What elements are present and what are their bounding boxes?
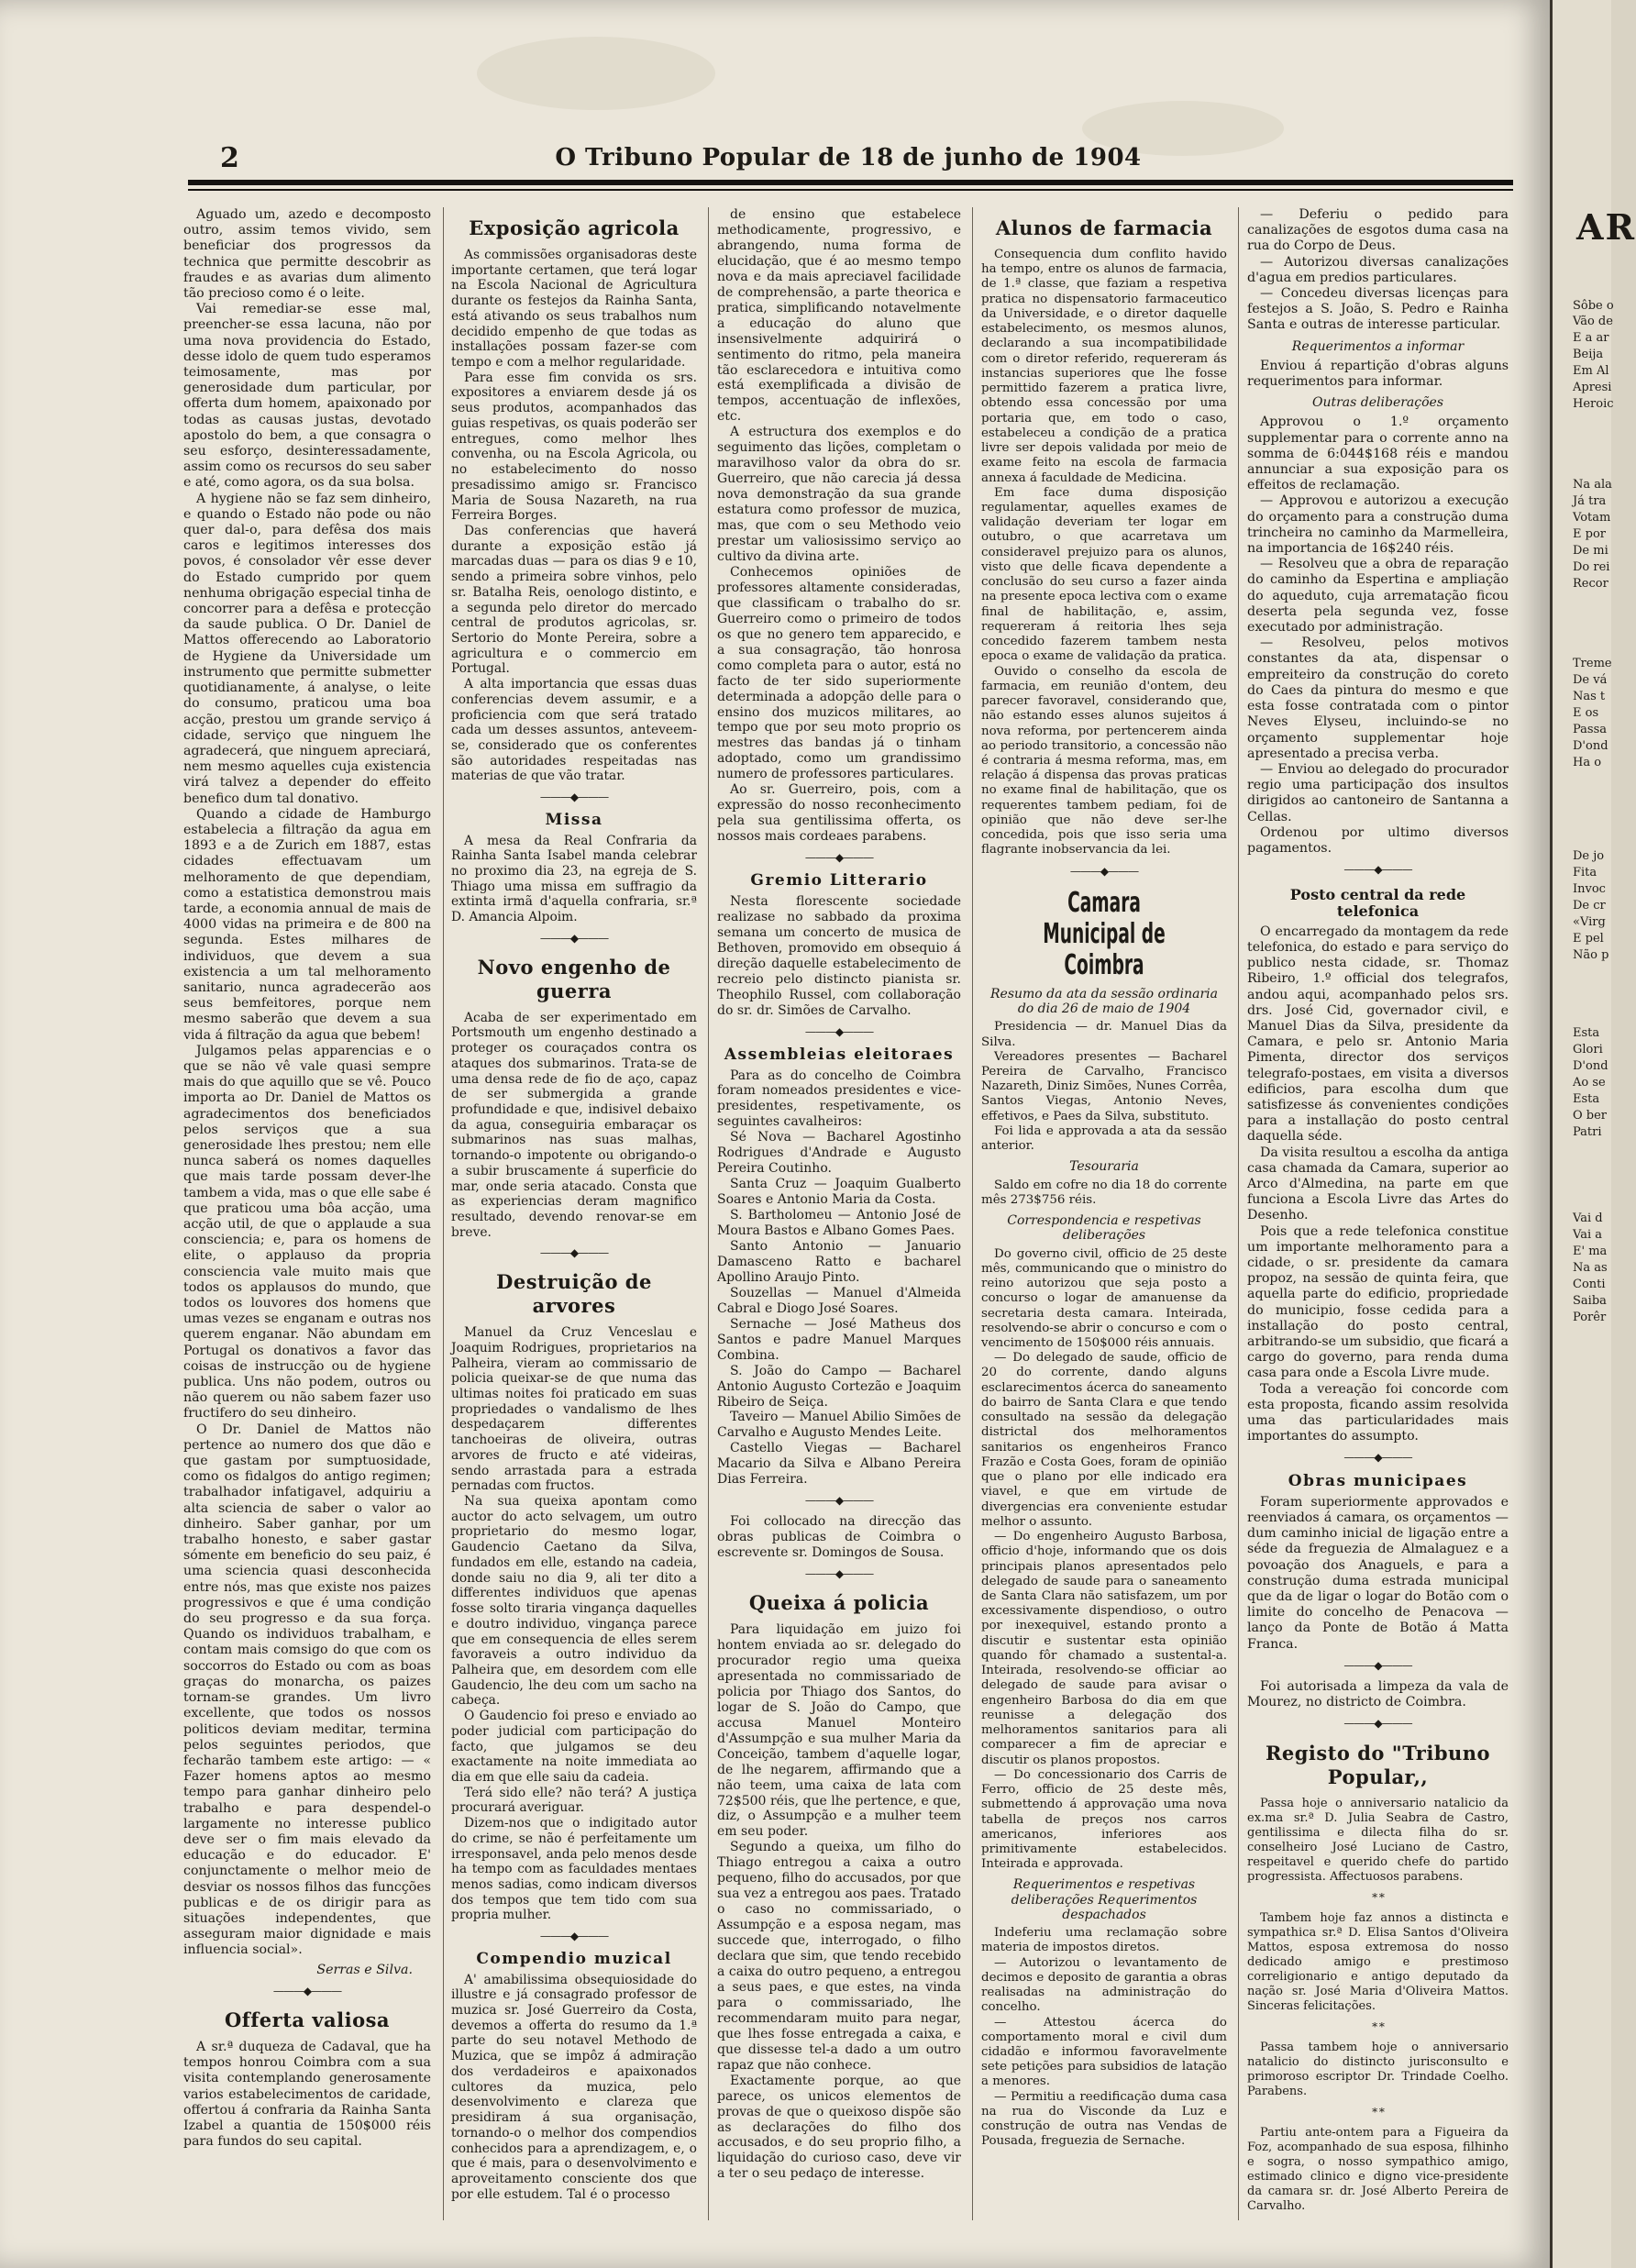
paragraph: As commissões organisadoras deste importante certamen, que terá logar na Escola Nacional de Agricultura durante os festejos da Rainha Santa, está ativando os seus trabalhos num decidido empenho de que todas as installações possam fazer-se com tempo e com a melhor regularidade. xyxy=(451,248,697,371)
paragraph: Ordenou por ultimo diversos pagamentos. xyxy=(1247,824,1509,856)
paragraph: O Dr. Daniel de Mattos não pertence ao numero dos que dão e que gastam por sumptuosidade, como os fidalgos do antigo regimen; trabalhador infatigavel, adquiriu a alta sciencia de saber o valor ao dinheiro. Saber ganhar, por um trabalho honesto, e saber gastar sómente em beneficio do seu paiz, é uma sciencia quasi desconhecida entre nós, mas que existe nos paizes progressivos e que é uma condição do seu progresso e da sua força. Quando os individuos trabalham, e contam mais comsigo do que com os soccorros do Estado ou com as boas graças do monarcha, os paizes tornam-se grandes. Um livro excellente, que todos os nossos politicos deviam meditar, termina pelos seguintes periodos, que fecharão tambem este artigo: — « Fazer homens aptos ao mesmo tempo para ganhar dinheiro pelo trabalho e para despendel-o largamente no interesse publico deve ser o fim mais elevado da educação e do educador. E' conjunctamente o melhor meio de desviar os nossos filhos das funcções publicas e de os dirigir para as situações independentes, que asseguram maior dignidade e mais influencia social». xyxy=(183,1422,431,1958)
adjacent-page-line: Vão de xyxy=(1573,315,1613,328)
article-heading: Alunos de farmacia xyxy=(995,216,1213,239)
separator-ornament: * * xyxy=(1372,2106,1384,2119)
paragraph: A sr.ª duqueza de Cadaval, que ha tempos honrou Coimbra com a sua visita contemplando generosamente varios estabelecimentos de caridade, offertou á confraria da Rainha Santa Izabel a quantia de 150$000 réis para fundos do seu capital. xyxy=(183,2039,431,2150)
article-heading: Posto central da rede telefonica xyxy=(1289,886,1466,920)
column-divider xyxy=(708,207,709,2220)
paragraph: Quando a cidade de Hamburgo estabelecia a filtração da agua em 1893 e a de Zurich em 1887, estas cidades effectuavam um melhoramento de que dependiam, como a estatistica demonstrou mais tarde, a economia annual de mais de 4000 vidas na primeira e de 800 na segunda. Estes milhares de individuos, que devem a sua existencia a um tal melhoramento sanitario, nunca agradecerão aos seus bemfeitores, porque nem mesmo saberão que devem a sua vida á filtração da agua que bebem! xyxy=(183,806,431,1043)
newspaper-title: O Tribuno Popular de 18 de junho de 1904 xyxy=(555,144,1142,171)
adjacent-page-line: Heroic xyxy=(1573,397,1614,411)
header-rule-thin xyxy=(188,189,1513,191)
paragraph: — Autorizou diversas canalizações d'agua em predios particulares. xyxy=(1247,254,1509,285)
column-divider xyxy=(972,207,973,2220)
paragraph: — Enviou ao delegado do procurador regio uma participação dos insultos dirigidos ao cantoneiro de Santanna a Cellas. xyxy=(1247,761,1509,824)
paragraph: A estructura dos exemplos e do seguimento das lições, completam o maravilhoso valor da obra do sr. Guerreiro, que não carecia já dessa nova demonstração da sua grande estatura como professor de muzica, mas, que com o seu Methodo veio prestar um valiosissimo serviço ao cultivo da divina arte. xyxy=(717,425,961,564)
adjacent-page-line: E pel xyxy=(1573,932,1604,946)
adjacent-page-line: Esta xyxy=(1573,1092,1600,1106)
separator-ornament: ———◆——— xyxy=(804,1494,874,1508)
paragraph: Pois que a rede telefonica constitue um importante melhoramento para a cidade, o sr. presidente da camara propoz, na sessão de quinta feira, que aquella parte do edificio, propriedade do municipio, fosse cedida para a installação do posto central, arbitrando-se um subsidio, que ficará a cargo do governo, para renda duma casa para onde a Escola Livre mude. xyxy=(1247,1223,1509,1381)
paragraph: Nesta florescente sociedade realizase no sabbado da proxima semana um concerto de musica de Bethoven, promovido em obsequio á direção daquelle estabelecimento de recreio pelo distincto pianista sr. Theophilo Russel, com collaboração do sr. dr. Simões de Carvalho. xyxy=(717,893,961,1018)
separator-ornament: ———◆——— xyxy=(1343,1451,1412,1465)
paragraph: Toda a vereação foi concorde com esta proposta, ficando assim resolvida uma das particularidades mais importantes do assumpto. xyxy=(1247,1381,1509,1444)
article-heading: Registo do "Tribuno Popular,, xyxy=(1265,1741,1491,1788)
paragraph: Terá sido elle? não terá? A justiça procurará averiguar. xyxy=(451,1785,697,1816)
adjacent-page-edge xyxy=(1550,0,1636,2268)
paragraph: Segundo a queixa, um filho do Thiago entregou a caixa a outro pequeno, filho do accusados, por que sua vez a entregou aos paes. Tratado o caso no commissariado, o Assumpção e a esposa negam, mas succede que, interrogado, o filho declara que sim, que tendo recebido a caixa do outro pequeno, a entregou a seus paes, e que estes, na vinda para o commissariado, lhe recommendaram muito para negar, que lhes fosse entregada a caixa, e que dissesse tel-a dado a um outro rapaz que não conhece. xyxy=(717,1840,961,2073)
article-heading: Compendio muzical xyxy=(476,1949,672,1968)
paragraph: A hygiene não se faz sem dinheiro, e quando o Estado não pode ou não quer dal-o, para defêsa dos mais caros e legitimos interesses dos povos, é consolador vêr esse dever do Estado cumprido por quem nenhuma obrigação especial tinha de concorrer para a defêsa e protecção da saude publica. O Dr. Daniel de Mattos offerecendo ao Laboratorio de Hygiene da Universidade um instrumento que permitte submetter quotidianamente, á analyse, o leite do consumo, praticou uma boa acção, prestou um grande serviço á cidade, serviço que ninguem lhe agradecerá, que ninguem apreciará, nem mesmo aquelles cuja existencia virá talvez a depender do effeito benefico dum tal donativo. xyxy=(183,491,431,806)
adjacent-page-line: E a ar xyxy=(1573,331,1609,345)
paragraph: — Attestou ácerca do comportamento moral e civil dum cidadão e informou favoravelmente sete petições para subsidios de latação a menores. xyxy=(981,2015,1227,2089)
adjacent-page-line: Já tra xyxy=(1573,494,1607,508)
paragraph: Presidencia — dr. Manuel Dias da Silva. xyxy=(981,1020,1227,1049)
paragraph: Conhecemos opiniões de professores altamente consideradas, que classificam o trabalho do sr. Guerreiro como o primeiro de todos os que no genero tem apparecido, e a sua consagração, tão honrosa como completa para o autor, está no facto de ter sido superiormente determinada a adopção delle para o ensino dos muzicos militares, ao tempo que por seu moto proprio os mestres das bandas já o tinham adoptado, como um grandissimo numero de professores particulares. xyxy=(717,564,961,782)
paragraph: Consequencia dum conflito havido ha tempo, entre os alunos de farmacia, de 1.ª classe, que faziam a respetiva pratica no dispensatorio farmaceutico da Universidade, e o diretor daquelle estabelecimento, os mesmos alunos, declarando a sua incompatibilidade com o diretor referido, requereram ás instancias superiores que lhe fosse permittido fazerem a pratica livre, obtendo essa concessão por uma portaria que, em todo o caso, estabeleceu a condição de a pratica livre ser depois validada por meio de exame feito na escola de farmacia annexa á faculdade de Medicina. xyxy=(981,248,1227,485)
article-heading: Gremio Litterario xyxy=(750,871,928,891)
paragraph: Vereadores presentes — Bacharel Pereira de Carvalho, Francisco Nazareth, Diniz Simões, Nunes Corrêa, Santos Viegas, Antonio Neves, effetivos, e Paes da Silva, substituto. xyxy=(981,1049,1227,1123)
paragraph: Das conferencias que haverá durante a exposição estão já marcadas duas — para os dias 9 e 10, sendo a primeira sobre vinhos, pelo sr. Batalha Reis, oenologo distinto, e a segunda pelo diretor do mercado central de produtos agricolas, sr. Sertorio do Monte Pereira, sobre a agricultura e o commercio em Portugal. xyxy=(451,523,697,677)
adjacent-page-line: Não p xyxy=(1573,948,1609,962)
paragraph: Tambem hoje faz annos a distincta e sympathica sr.ª D. Elisa Santos d'Oliveira Mattos, esposa extremosa do nosso dedicado amigo e prestimoso correligionario e antigo deputado da nação sr. José Maria d'Oliveira Mattos. Sinceras felicitações. xyxy=(1247,1910,1509,2013)
paragraph: Indeferiu uma reclamação sobre materia de impostos diretos. xyxy=(981,1926,1227,1955)
adjacent-page-line: Nas t xyxy=(1573,690,1606,703)
paragraph: de ensino que estabelece methodicamente, progressivo, e abrangendo, numa forma de elucidação, que é ao mesmo tempo nova e da mais apreciavel facilidade de comprehensão, a parte theorica e pratica, simplificando notavelmente a educação do aluno que insensivelmente adquirirá o sentimento do ritmo, pela maneira tão esclarecedora e intuitiva como está exemplificada a divisão de tempos, accentuação de inflexões, etc. xyxy=(717,207,961,425)
adjacent-page-line: De cr xyxy=(1573,899,1606,913)
column-3 xyxy=(717,207,961,2182)
paragraph: O encarregado da montagem da rede telefonica, do estado e para serviço do publico nesta cidade, sr. Thomaz Ribeiro, 1.º official dos telegrafos, andou aqui, acompanhado pelos srs. drs. José Cid, governador civil, e Manuel Dias da Silva, presidente da Camara, e pelo sr. Antonio Maria Pimenta, director dos serviços telegrafo-postaes, em visita a diversos edificios, para escolha dum que satisfizesse ás convenientes condições para a installação do posto central daquella séde. xyxy=(1247,924,1509,1145)
adjacent-page-line: E por xyxy=(1573,527,1606,541)
adjacent-page-title: AR xyxy=(1576,206,1636,248)
article-heading: Missa xyxy=(545,810,603,829)
separator-ornament: ———◆——— xyxy=(539,1246,609,1260)
paragraph: — Deferiu o pedido para canalizações de esgotos duma casa na rua do Corpo de Deus. xyxy=(1247,207,1509,254)
paragraph: Foi collocado na direcção das obras publicas de Coimbra o escrevente sr. Domingos de Sousa. xyxy=(717,1514,961,1561)
author-signature: Serras e Silva. xyxy=(316,1962,413,1977)
separator-ornament: * * xyxy=(1372,2019,1384,2033)
separator-ornament: ———◆——— xyxy=(539,1930,609,1943)
section-subheading: Resumo da ata da sessão ordinaria do dia 26 de maio de 1904 xyxy=(990,986,1218,1017)
adjacent-page-line: Recor xyxy=(1573,577,1608,591)
paragraph: O Gaudencio foi preso e enviado ao poder judicial com participação do facto, que julgamos se deu exactamente na noite immediata ao dia em que elle saiu da cadeia. xyxy=(451,1709,697,1785)
article-heading: Offerta valiosa xyxy=(224,2008,391,2031)
adjacent-page-line: De jo xyxy=(1573,849,1605,863)
paragraph: Aguado um, azedo e decomposto outro, assim temos vivido, sem beneficiar dos progressos da technica que permitte descobrir as fraudes e as avarias dum alimento tão precioso como é o leite. xyxy=(183,207,431,302)
adjacent-page-line: Treme xyxy=(1573,657,1612,670)
paragraph: Vai remediar-se esse mal, preencher-se essa lacuna, não por uma nova providencia do Estado, desse idolo de quem tudo esperamos teimosamente, mas por generosidade dum particular, por offerta dum homem, apaixonado por todas as causas justas, devotado apostolo do bem, a que consagra o seu esforço, desinteressadamente, assim como os recursos do seu saber e até, como agora, os da sua bolsa. xyxy=(183,302,431,491)
page-header xyxy=(183,142,1513,175)
paragraph: Sernache — José Matheus dos Santos e padre Manuel Marques Combina. xyxy=(717,1316,961,1363)
adjacent-page-line: Na as xyxy=(1573,1261,1608,1275)
article-heading: Assembleias eleitoraes xyxy=(724,1045,955,1064)
article-heading: Exposição agricola xyxy=(469,216,680,239)
paragraph: — Concedeu diversas licenças para festejos a S. João, S. Pedro e Rainha Santa e outras de interesse particular. xyxy=(1247,286,1509,333)
paragraph: Passa tambem hoje o anniversario natalicio do distincto jurisconsulto e primoroso escriptor Dr. Trindade Coelho. Parabens. xyxy=(1247,2041,1509,2099)
separator-ornament: ———◆——— xyxy=(539,791,609,804)
section-subheading: Outras deliberações xyxy=(1311,395,1444,411)
paragraph: Em face duma disposição regulamentar, aquelles exames de validação deveriam ter logar em outubro, o que acarretava um consideravel prejuizo para os alunos, visto que delle ficava dependente a conclusão do seu curso a fazer ainda na presente epoca lectiva com o exame final de habilitação, e, assim, requereram á reitoria lhes seja concedido fazerem tambem nesta epoca o exame de validação da pratica. xyxy=(981,485,1227,664)
paragraph: Julgamos pelas apparencias e o que se não vê vale quasi sempre mais do que aquillo que se vê. Pouco importa ao Dr. Daniel de Mattos os agradecimentos dos beneficiados pelos serviços que a sua generosidade lhes prestou; nem elle nunca saberá os nomes daquelles que mais tarde possam dever-lhe tambem a vida, mas o que elle sabe é que praticou uma bôa acção, uma acção util, de que o applaude a sua consciencia; e, para os homens de elite, o applauso da propria consciencia vale muito mais que todos os applausos do mundo, que todos os louvores dos homens que umas vezes se enganam e outras nos querem enganar. Não abundam em Portugal os donativos a favor das coisas de instrucção ou de hygiene publica. Uns não podem, outros ou não querem ou não sabem fazer uso fructifero do seu dinheiro. xyxy=(183,1043,431,1422)
adjacent-page-line: Vai a xyxy=(1573,1228,1602,1242)
paragraph: S. Bartholomeu — Antonio José de Moura Bastos e Albano Gomes Paes. xyxy=(717,1208,961,1239)
adjacent-page-line: Vai d xyxy=(1573,1211,1603,1225)
paragraph: Acaba de ser experimentado em Portsmouth um engenho destinado a proteger os couraçados contra os ataques dos submarinos. Trata-se de uma densa rede de fio de aço, capaz de ser submergida a grande profundidade e que, indisivel debaixo da agua, conseguiria embaraçar os submarinos nas suas malhas, tornando-o impotente ou obrigando-o a subir bruscamente á superficie do mar, onde seria atacado. Consta que as experiencias deram magnifico resultado, devendo renovar-se em breve. xyxy=(451,1010,697,1240)
adjacent-page-line: De vá xyxy=(1573,673,1608,687)
adjacent-page-line: Saiba xyxy=(1573,1294,1607,1308)
column-4 xyxy=(981,207,1227,2150)
paragraph: Da visita resultou a escolha da antiga casa chamada da Camara, superior ao Arco d'Almedina, na parte em que funciona a Escola Livre das Artes do Desenho. xyxy=(1247,1145,1509,1223)
adjacent-page-line: E' ma xyxy=(1573,1245,1608,1258)
paragraph: Ouvido o conselho da escola de farmacia, em reunião d'ontem, deu parecer favoravel, considerando que, não estando esses alunos sujeitos á nova reforma, por pertencerem ainda ao periodo transitorio, a concessão não é contraria á mesma reforma, mas, em relação á dispensa das provas praticas no exame final de habilitação, que os requerentes tambem pediam, foi de opinião que não deve ser-lhe concedida, pois que isso seria uma flagrante inobservancia da lei. xyxy=(981,664,1227,857)
separator-ornament: ———◆——— xyxy=(1069,864,1139,878)
adjacent-page-line: Fita xyxy=(1573,866,1597,880)
adjacent-page-line: Apresi xyxy=(1573,381,1612,394)
adjacent-page-line: Glori xyxy=(1573,1043,1603,1057)
paragraph: Sé Nova — Bacharel Agostinho Rodrigues d'Andrade e Augusto Pereira Coutinho. xyxy=(717,1130,961,1177)
paragraph: Foram superiormente approvados e reenviados á camara, os orçamentos — dum caminho inicial de ligação entre a séde da freguezia de Almalaguez e a povoação dos Anaguels, e para a construção duma estrada municipal que da de ligar o logar do Botão com o limite do concelho de Penacova — lanço da Ponte de Botão á Matta Franca. xyxy=(1247,1494,1509,1652)
article-heading: Queixa á policia xyxy=(748,1591,930,1615)
paragraph: Castello Viegas — Bacharel Macario da Silva e Albano Pereira Dias Ferreira. xyxy=(717,1441,961,1488)
adjacent-page-line: E os xyxy=(1573,706,1599,720)
section-subheading: Requerimentos a informar xyxy=(1291,338,1465,354)
paragraph: Ao sr. Guerreiro, pois, com a expressão do nosso reconhecimento pela sua gentilissima offerta, os nossos mais cordeaes parabens. xyxy=(717,782,961,845)
paragraph: Saldo em cofre no dia 18 do corrente mês 273$756 réis. xyxy=(981,1178,1227,1207)
paragraph: — Resolveu, pelos motivos constantes da ata, dispensar o empreiteiro da construção do coreto do Caes da pintura do mesmo e que esta fosse contratada com o pintor Neves Elyseu, incluindo-se no orçamento supplementar hoje apresentado a precisa verba. xyxy=(1247,636,1509,761)
paragraph: Para esse fim convida os srs. expositores a enviarem desde já os seus produtos, acompanhados das guias respetivas, os quais poderão ser entregues, como melhor lhes convenha, ou na Escola Agricola, ou no estabelecimento do nosso presadissimo amigo sr. Francisco Maria de Sousa Nazareth, na rua Ferreira Borges. xyxy=(451,370,697,524)
page-number: 2 xyxy=(220,142,239,174)
separator-ornament: * * xyxy=(1372,1890,1384,1904)
adjacent-page-line: Em Al xyxy=(1573,364,1609,378)
separator-ornament: ———◆——— xyxy=(804,1024,874,1038)
separator-ornament: ———◆——— xyxy=(1343,863,1412,877)
paragraph: Para liquidação em juizo foi hontem enviada ao sr. delegado do procurador regio uma queixa apresentada no commissariado de policia por Thiago dos Santos, do logar de S. João do Campo, que accusa Manuel Monteiro d'Assumpção e sua mulher Maria da Conceição, tambem d'aquelle logar, de lhe negarem, affirmando que a não teem, uma caixa de lata com 72$500 réis, que lhe pertence, e que, diz, o Assumpção e a mulher teem em seu poder. xyxy=(717,1622,961,1840)
adjacent-page-line: D'ond xyxy=(1573,739,1608,753)
adjacent-page-line: De mi xyxy=(1573,544,1608,558)
adjacent-page-line: «Virg xyxy=(1573,915,1606,929)
paragraph: — Do delegado de saude, officio de 20 do corrente, dando alguns esclarecimentos ácerca do saneamento do bairro de Santa Clara e que tendo consultado na sessão da delegação districtal dos melhoramentos sanitarios os engenheiros Franco Frazão e Costa Goes, foram de opinião que o plano por elle indicado era viavel, e que em virtude de divergencias era conveniente estudar melhor o assunto. xyxy=(981,1351,1227,1529)
article-heading: Novo engenho de guerra xyxy=(477,955,671,1002)
header-rule-thick xyxy=(188,180,1513,185)
column-divider xyxy=(443,207,444,2220)
column-5 xyxy=(1247,207,1509,2214)
adjacent-page-line: Passa xyxy=(1573,723,1608,736)
separator-ornament: ———◆——— xyxy=(804,1567,874,1581)
paragraph: Do governo civil, officio de 25 deste mês, communicando que o ministro do reino autorizou que seja posto a concurso o logar de amanuense da secretaria desta camara. Inteirada, resolvendo-se abrir o concurso e com o vencimento de 150$000 réis annuais. xyxy=(981,1246,1227,1350)
adjacent-page-line: Do rei xyxy=(1573,560,1610,574)
column-divider xyxy=(1238,207,1239,2220)
paragraph: Approvou o 1.º orçamento supplementar para o corrente anno na somma de 6:044$168 réis e mandou annunciar a sua exposição para os effeitos de reclamação. xyxy=(1247,415,1509,493)
separator-ornament: ———◆——— xyxy=(1343,1658,1412,1672)
adjacent-page-line: Conti xyxy=(1573,1278,1606,1291)
adjacent-page-line: Na ala xyxy=(1573,478,1612,492)
adjacent-page-line: Invoc xyxy=(1573,882,1606,896)
paragraph: A alta importancia que essas duas conferencias devem assumir, e a proficiencia com que será tratado cada um desses assuntos, anteveem-se, considerado que os conferentes são autoridades respeitadas nas materias de que vão tratar. xyxy=(451,677,697,784)
paragraph: Santo Antonio — Januario Damasceno Ratto e bacharel Apollino Araujo Pinto. xyxy=(717,1239,961,1285)
paragraph: — Do concessionario dos Carris de Ferro, officio de 25 deste mês, submettendo á approvação uma nova tabella de preços nos carros americanos, inferiores aos primitivamente estabelecidos. Inteirada e approvada. xyxy=(981,1767,1227,1872)
paragraph: Taveiro — Manuel Abilio Simões de Carvalho e Augusto Mendes Leite. xyxy=(717,1410,961,1441)
paragraph: — Autorizou o levantamento de decimos e deposito de garantia a obras realisadas na administração do concelho. xyxy=(981,1955,1227,2015)
section-subheading: Correspondencia e respetivas deliberações xyxy=(1007,1213,1201,1244)
paragraph: — Approvou e autorizou a execução do orçamento para a construção duma trincheira no caminho da Marmelleira, na importancia de 16$240 réis. xyxy=(1247,493,1509,557)
adjacent-page-line: Patri xyxy=(1573,1125,1602,1139)
adjacent-page-line: D'ond xyxy=(1573,1059,1608,1073)
separator-ornament: ———◆——— xyxy=(804,851,874,865)
adjacent-page-line: Sôbe o xyxy=(1573,299,1614,313)
paragraph: Santa Cruz — Joaquim Gualberto Soares e Antonio Maria da Costa. xyxy=(717,1177,961,1208)
paragraph: Souzellas — Manuel d'Almeida Cabral e Diogo José Soares. xyxy=(717,1285,961,1316)
article-heading-large: Camara Municipal de Coimbra xyxy=(1043,886,1166,981)
adjacent-page-line: O ber xyxy=(1573,1109,1608,1123)
paragraph: A' amabilissima obsequiosidade do illustre e já consagrado professor de muzica sr. José Guerreiro da Costa, devemos a offerta do resumo da 1.ª parte do seu notavel Methodo de Muzica, que se impôz á admiração dos verdadeiros e apaixonados cultores da muzica, pelo desenvolvimento e clareza que presidiram á sua organisação, tornando-o o melhor dos compendios conhecidos para a aprendizagem, e, o que é mais, para o desenvolvimento e aproveitamento consciente dos que por elle estudem. Tal é o processo xyxy=(451,1972,697,2202)
adjacent-page-line: Esta xyxy=(1573,1026,1600,1040)
adjacent-page-line: Votam xyxy=(1573,511,1611,525)
paragraph: Manuel da Cruz Venceslau e Joaquim Rodrigues, proprietarios na Palheira, vieram ao commissario de policia queixar-se de que numa das ultimas noites foi praticado em suas propriedades o vandalismo de lhes despedaçarem differentes tanchoeiras de oliveira, outras arvores de fructo e até videiras, sendo arrastada para a estrada pernadas com fructos. xyxy=(451,1325,697,1494)
separator-ornament: ———◆——— xyxy=(539,931,609,945)
paragraph: — Permitiu a reedificação duma casa na rua do Visconde da Luz e construção de outra nas Vendas de Pousada, freguezia de Sernache. xyxy=(981,2089,1227,2149)
separator-ornament: ———◆——— xyxy=(272,1984,342,1997)
adjacent-page-line: Porêr xyxy=(1573,1311,1607,1324)
paragraph: Enviou á repartição d'obras alguns requerimentos para informar. xyxy=(1247,358,1509,390)
paragraph: Dizem-nos que o indigitado autor do crime, se não é perfeitamente um irresponsavel, anda pelo menos desde ha tempo com as faculdades mentaes menos sadias, como indicam diversos dos tempos que tem tido com sua propria mulher. xyxy=(451,1816,697,1923)
adjacent-page-line: Ha o xyxy=(1573,756,1602,769)
paragraph: Para as do concelho de Coimbra foram nomeados presidentes e vice-presidentes, respetivamente, os seguintes cavalheiros: xyxy=(717,1068,961,1130)
paragraph: Partiu ante-ontem para a Figueira da Foz, acompanhado de sua esposa, filhinho e sogra, o nosso sympathico amigo, estimado clinico e digno vice-presidente da camara sr. dr. José Alberto Pereira de Carvalho. xyxy=(1247,2126,1509,2214)
section-subheading: Tesouraria xyxy=(1069,1159,1139,1175)
paragraph: Na sua queixa apontam como auctor do acto selvagem, um outro proprietario do mesmo logar, Gaudencio Caetano da Silva, fundados em elle, estando na cadeia, donde saiu no dia 9, ali ter dito a differentes individuos que apenas fosse solto tiraria vingança daquelles e doutro individuo, vingança parece que em consequencia de elles serem favoraveis a outro individuo da Palheira que, em desordem com elle Gaudencio, lhe deu com um sacho na cabeça. xyxy=(451,1494,697,1709)
paragraph: Foi autorisada a limpeza da vala de Mourez, no districto de Coimbra. xyxy=(1247,1679,1509,1710)
article-heading: Obras municipaes xyxy=(1288,1471,1468,1490)
paragraph: S. João do Campo — Bacharel Antonio Augusto Cortezão e Joaquim Ribeiro de Seiça. xyxy=(717,1363,961,1410)
article-heading: Destruição de arvores xyxy=(496,1270,652,1318)
column-1 xyxy=(183,207,431,2150)
separator-ornament: ———◆——— xyxy=(1343,1717,1412,1731)
paragraph: A mesa da Real Confraria da Rainha Santa Isabel manda celebrar no proximo dia 23, na egreja de S. Thiago uma missa em suffragio da extinta irmã d'aquella confraria, sr.ª D. Amancia Alpoim. xyxy=(451,833,697,925)
adjacent-page-line: Beija xyxy=(1573,348,1604,361)
column-2 xyxy=(451,207,697,2202)
adjacent-page-line: Ao se xyxy=(1573,1076,1606,1090)
section-subheading: Requerimentos e respetivas deliberações Requerimentos despachados xyxy=(1011,1877,1198,1922)
paragraph: Passa hoje o anniversario natalicio da ex.ma sr.ª D. Julia Seabra de Castro, gentilissima e dilecta filha do sr. conselheiro José Luciano de Castro, respeitavel e querido chefe do partido progressista. Affectuosos parabens. xyxy=(1247,1796,1509,1884)
paragraph: — Resolveu que a obra de reparação do caminho da Espertina e ampliação do aqueduto, cuja arrematação ficou deserta pela segunda vez, fosse executado por administração. xyxy=(1247,557,1509,636)
paragraph: Foi lida e approvada a ata da sessão anterior. xyxy=(981,1123,1227,1154)
paragraph: Exactamente porque, ao que parece, os unicos elementos de provas de que o queixoso dispõe são as declarações do filho dos accusados, e do seu proprio filho, a liquidação do curioso caso, deve vir a ter o seu pedaço de interesse. xyxy=(717,2073,961,2182)
paragraph: — Do engenheiro Augusto Barbosa, officio d'hoje, informando que os dois principais planos apresentados pelo delegado de saude para o saneamento de Santa Clara não satisfazem, um por excessivamente dispendioso, o outro por inexequivel, estando pronto a discutir e sustentar esta opinião quando fôr chamado a sustental-a. Inteirada, resolvendo-se officiar ao delegado de saude para avisar o engenheiro Barbosa do dia em que reunisse a delegação dos melhoramentos sanitarios para ali comparecer a fim de apreciar e discutir os planos propostos. xyxy=(981,1530,1227,1767)
